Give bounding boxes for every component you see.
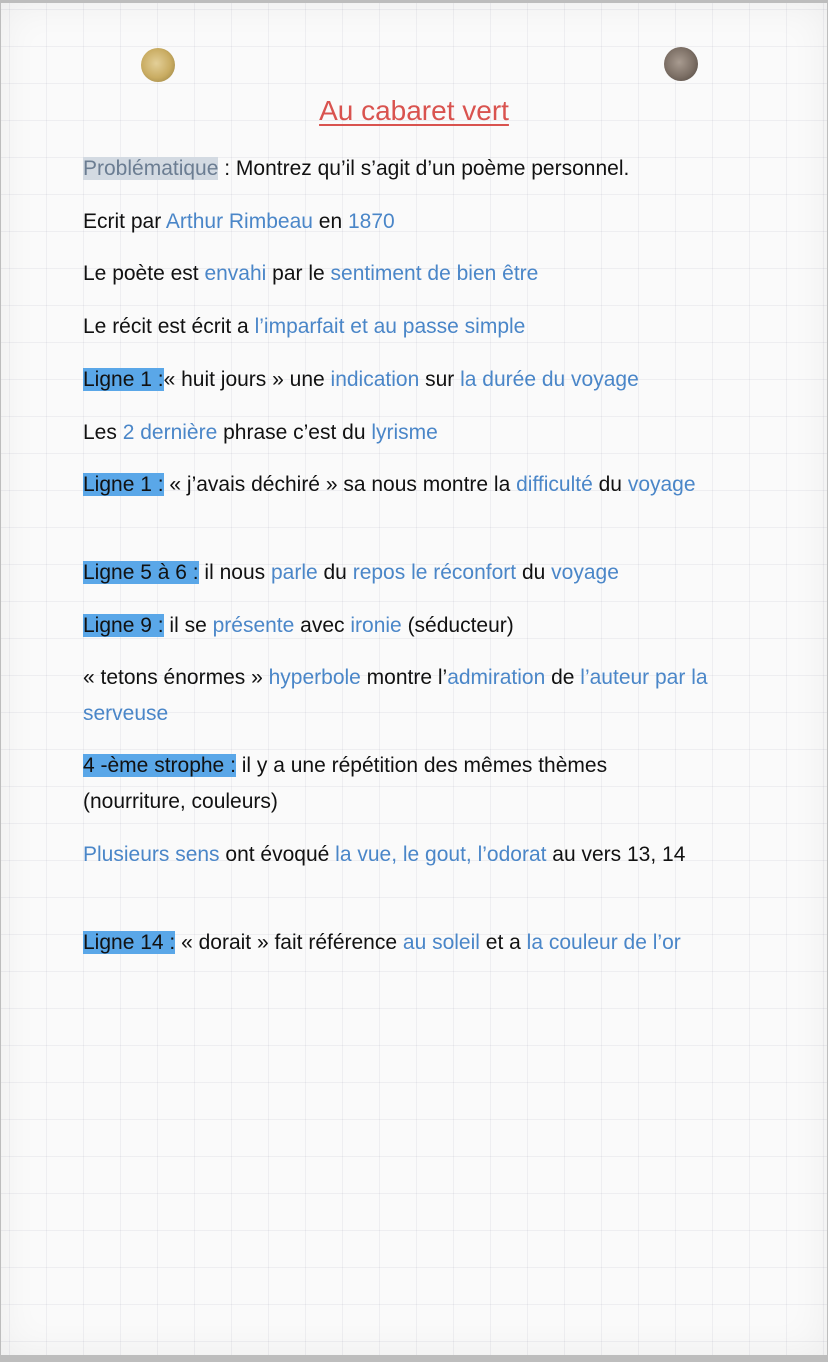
punch-hole-left xyxy=(141,48,175,82)
note-strophe-4: 4 -ème strophe : il y a une répétition des mêmes thèmes (nourriture, couleurs) xyxy=(83,754,608,813)
notebook-page xyxy=(1,3,827,1355)
label-problematique: Problématique xyxy=(83,157,219,180)
note-tense: Le récit est écrit a l’imparfait et au passe simple xyxy=(83,315,526,338)
punch-hole-right xyxy=(664,47,698,81)
note-ligne-1-dechire: Ligne 1 : « j’avais déchiré » sa nous montre la difficulté du voyage xyxy=(83,473,696,496)
highlight-label: 4 -ème strophe : xyxy=(83,754,236,777)
note-ligne-14: Ligne 14 : « dorait » fait référence au soleil et a la couleur de l’or xyxy=(83,931,681,954)
note-sentiment: Le poète est envahi par le sentiment de bien être xyxy=(83,262,539,285)
note-tetons: « tetons énormes » hyperbole montre l’admiration de l’auteur par la serveuse xyxy=(83,666,708,725)
note-lyrisme: Les 2 dernière phrase c’est du lyrisme xyxy=(83,421,438,444)
highlight-label: Ligne 1 : xyxy=(83,473,164,496)
note-author: Ecrit par Arthur Rimbeau en 1870 xyxy=(83,210,395,233)
note-ligne-1-huit-jours: Ligne 1 :« huit jours » une indication sur la durée du voyage xyxy=(83,368,639,391)
highlight-label: Ligne 5 à 6 : xyxy=(83,561,199,584)
note-problematique: Problématique : Montrez qu’il s’agit d’un poème personnel. xyxy=(83,157,630,180)
note-ligne-9: Ligne 9 : il se présente avec ironie (séducteur) xyxy=(83,614,514,637)
page-title: Au cabaret vert xyxy=(319,95,509,126)
highlight-label: Ligne 1 : xyxy=(83,368,164,391)
highlight-label: Ligne 14 : xyxy=(83,931,176,954)
note-ligne-5-6: Ligne 5 à 6 : il nous parle du repos le réconfort du voyage xyxy=(83,561,619,584)
note-sens: Plusieurs sens ont évoqué la vue, le gout, l’odorat au vers 13, 14 xyxy=(83,843,686,866)
highlight-label: Ligne 9 : xyxy=(83,614,164,637)
